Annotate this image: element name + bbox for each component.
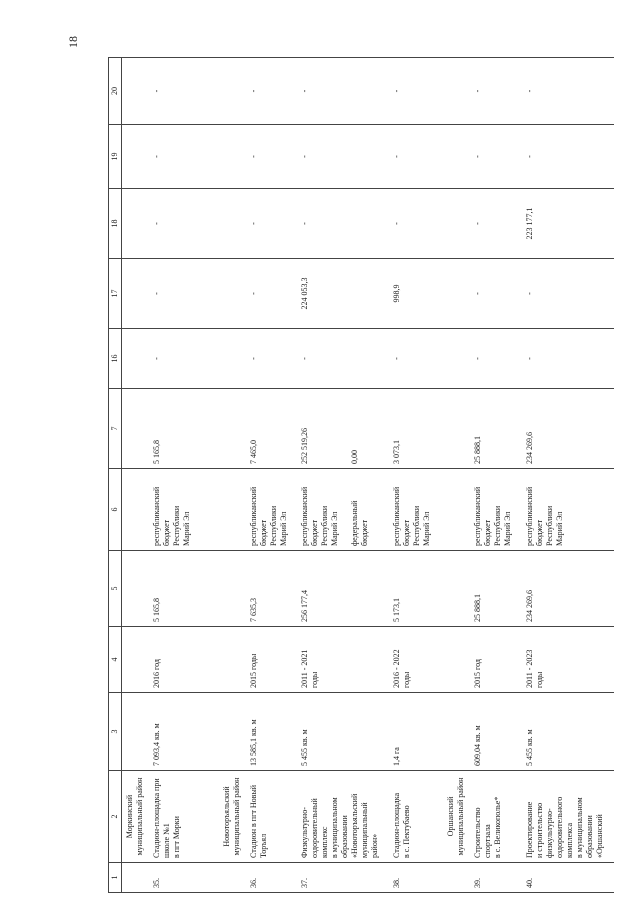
row-number: 38. [385,863,443,893]
column-header: 5 [109,551,122,627]
col-18: - [145,189,219,259]
object-name: Стадион-площадка в с. Пектубаево [385,771,443,863]
col-16: - [145,329,219,389]
funding-source: республиканский бюджет Республики Марий Эл федеральный бюджет [293,469,385,551]
col-17: 998,9 [385,259,443,329]
section-label: Оршанский муниципальный район [443,771,466,863]
section-label: Новоторъяльский муниципальный район [219,771,242,863]
table-row [293,58,385,893]
object-name: Строительство спортзала в с. Великополье* [466,771,518,863]
column-header: 3 [109,693,122,771]
column-header: 18 [109,189,122,259]
period: 2015 годы [242,627,293,693]
page-number: 18 [66,36,80,48]
row-number: 35. [145,863,219,893]
period: 2015 год [466,627,518,693]
funding-source: республиканский бюджет Республики Марий Эл [518,469,614,551]
period: 2011 - 2023 годы [518,627,614,693]
col-16: - [242,329,293,389]
table-row [518,58,614,893]
capacity: 5 455 кв. м [518,693,614,771]
col-18: - [293,189,385,259]
col-17: - [145,259,219,329]
col-16: - [385,329,443,389]
column-header: 6 [109,469,122,551]
total-cost: 25 888,1 [466,551,518,627]
col-17: 224 053,3 [293,259,385,329]
section-row [219,58,242,893]
column-header: 7 [109,389,122,469]
col-19: - [145,125,219,189]
col-16: - [466,329,518,389]
column-header: 19 [109,125,122,189]
total-cost: 5 165,8 [145,551,219,627]
col-19: - [385,125,443,189]
total-cost: 256 177,4 [293,551,385,627]
col-20: - [385,58,443,125]
section-row [122,58,146,893]
amount: 7 465,0 [242,389,293,469]
col-20: - [242,58,293,125]
section-label: Моркинский муниципальный район [122,771,146,863]
col-16: - [293,329,385,389]
col-18: 223 177,1 [518,189,614,259]
capacity: 13 585,1 кв. м [242,693,293,771]
col-17: - [466,259,518,329]
funding-source: республиканский бюджет Республики Марий Эл [145,469,219,551]
program-table [108,57,614,893]
period: 2016 год [145,627,219,693]
object-name: Проектирование и строительство физкультурно- оздоровительного комплекса в муниципальном образовании «Оршанский [518,771,614,863]
table-row [145,58,219,893]
col-19: - [518,125,614,189]
funding-source: республиканский бюджет Республики Марий Эл [385,469,443,551]
col-20: - [145,58,219,125]
row-number: 36. [242,863,293,893]
col-19: - [466,125,518,189]
col-18: - [466,189,518,259]
col-17: - [518,259,614,329]
amount: 5 165,8 [145,389,219,469]
table-row [242,58,293,893]
col-20: - [518,58,614,125]
object-name: Физкультурно- оздоровительный комплекс в муниципальном образовании «Новоторъяльский муниципальный район» [293,771,385,863]
row-number: 40. [518,863,614,893]
row-number: 37. [293,863,385,893]
column-header: 4 [109,627,122,693]
amount: 252 519,26 0,00 [293,389,385,469]
total-cost: 234 269,6 [518,551,614,627]
capacity: 609,04 кв. м [466,693,518,771]
object-name: Стадион-площадка при школе №1 в пгт Морки [145,771,219,863]
col-17: - [242,259,293,329]
header-row [109,58,122,893]
amount: 234 269,6 [518,389,614,469]
capacity: 1,4 га [385,693,443,771]
funding-source: республиканский бюджет Республики Марий Эл [466,469,518,551]
col-18: - [385,189,443,259]
column-header: 2 [109,771,122,863]
col-20: - [466,58,518,125]
column-header: 17 [109,259,122,329]
funding-source: республиканский бюджет Республики Марий Эл [242,469,293,551]
object-name: Стадион в пгт Новый Торъял [242,771,293,863]
amount: 3 073,1 [385,389,443,469]
column-header: 1 [109,863,122,893]
col-19: - [242,125,293,189]
total-cost: 5 173,1 [385,551,443,627]
column-header: 16 [109,329,122,389]
col-19: - [293,125,385,189]
table-row [385,58,443,893]
col-18: - [242,189,293,259]
period: 2011 - 2021 годы [293,627,385,693]
capacity: 5 455 кв. м [293,693,385,771]
capacity: 7 093,4 кв. м [145,693,219,771]
period: 2016 - 2022 годы [385,627,443,693]
column-header: 20 [109,58,122,125]
col-20: - [293,58,385,125]
amount: 25 888,1 [466,389,518,469]
section-row [443,58,466,893]
col-16: - [518,329,614,389]
row-number: 39. [466,863,518,893]
total-cost: 7 635,3 [242,551,293,627]
table-row [466,58,518,893]
